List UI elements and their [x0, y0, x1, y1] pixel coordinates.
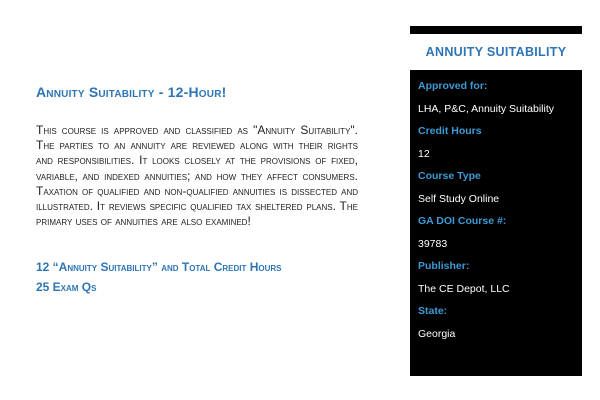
publisher-value: The CE Depot, LLC — [418, 283, 510, 295]
course-type-label: Course Type — [418, 170, 481, 182]
course-info-sidebar — [410, 26, 582, 376]
ga-doi-course-label: GA DOI Course #: — [418, 215, 507, 227]
state-value: Georgia — [418, 328, 456, 340]
course-type-value: Self Study Online — [418, 193, 500, 205]
publisher-label: Publisher: — [418, 260, 470, 272]
approved-for-label: Approved for: — [418, 80, 488, 92]
course-title: Annuity Suitability - 12-Hour! — [36, 84, 227, 100]
sidebar-title: ANNUITY SUITABILITY — [410, 34, 582, 70]
approved-for-value: LHA, P&C, Annuity Suitability — [418, 103, 554, 115]
credit-hours-line: 12 “Annuity Suitability” and Total Credit Hours — [36, 260, 282, 275]
sidebar-fields — [410, 70, 582, 341]
sidebar-top-bar — [410, 26, 582, 34]
credit-hours-value: 12 — [418, 148, 430, 160]
course-summary — [36, 257, 358, 297]
credit-hours-label: Credit Hours — [418, 125, 482, 137]
course-description: This course is approved and classified as "Annuity Suitability". The parties to an annuity are reviewed along with their rights and responsibilities. It looks closely at the provisions of fixed, variable, and indexed annuities; and how they affect consumers. Taxation of qualified and non-qualified annuities is dissected and illustrated. It reviews specific qualified tax sheltered plans. The primary uses of annuities are also examined! — [36, 123, 358, 229]
course-main-content — [36, 84, 358, 297]
exam-questions-line: 25 Exam Qs — [36, 280, 97, 295]
state-label: State: — [418, 305, 448, 317]
ga-doi-course-value: 39783 — [418, 238, 448, 250]
